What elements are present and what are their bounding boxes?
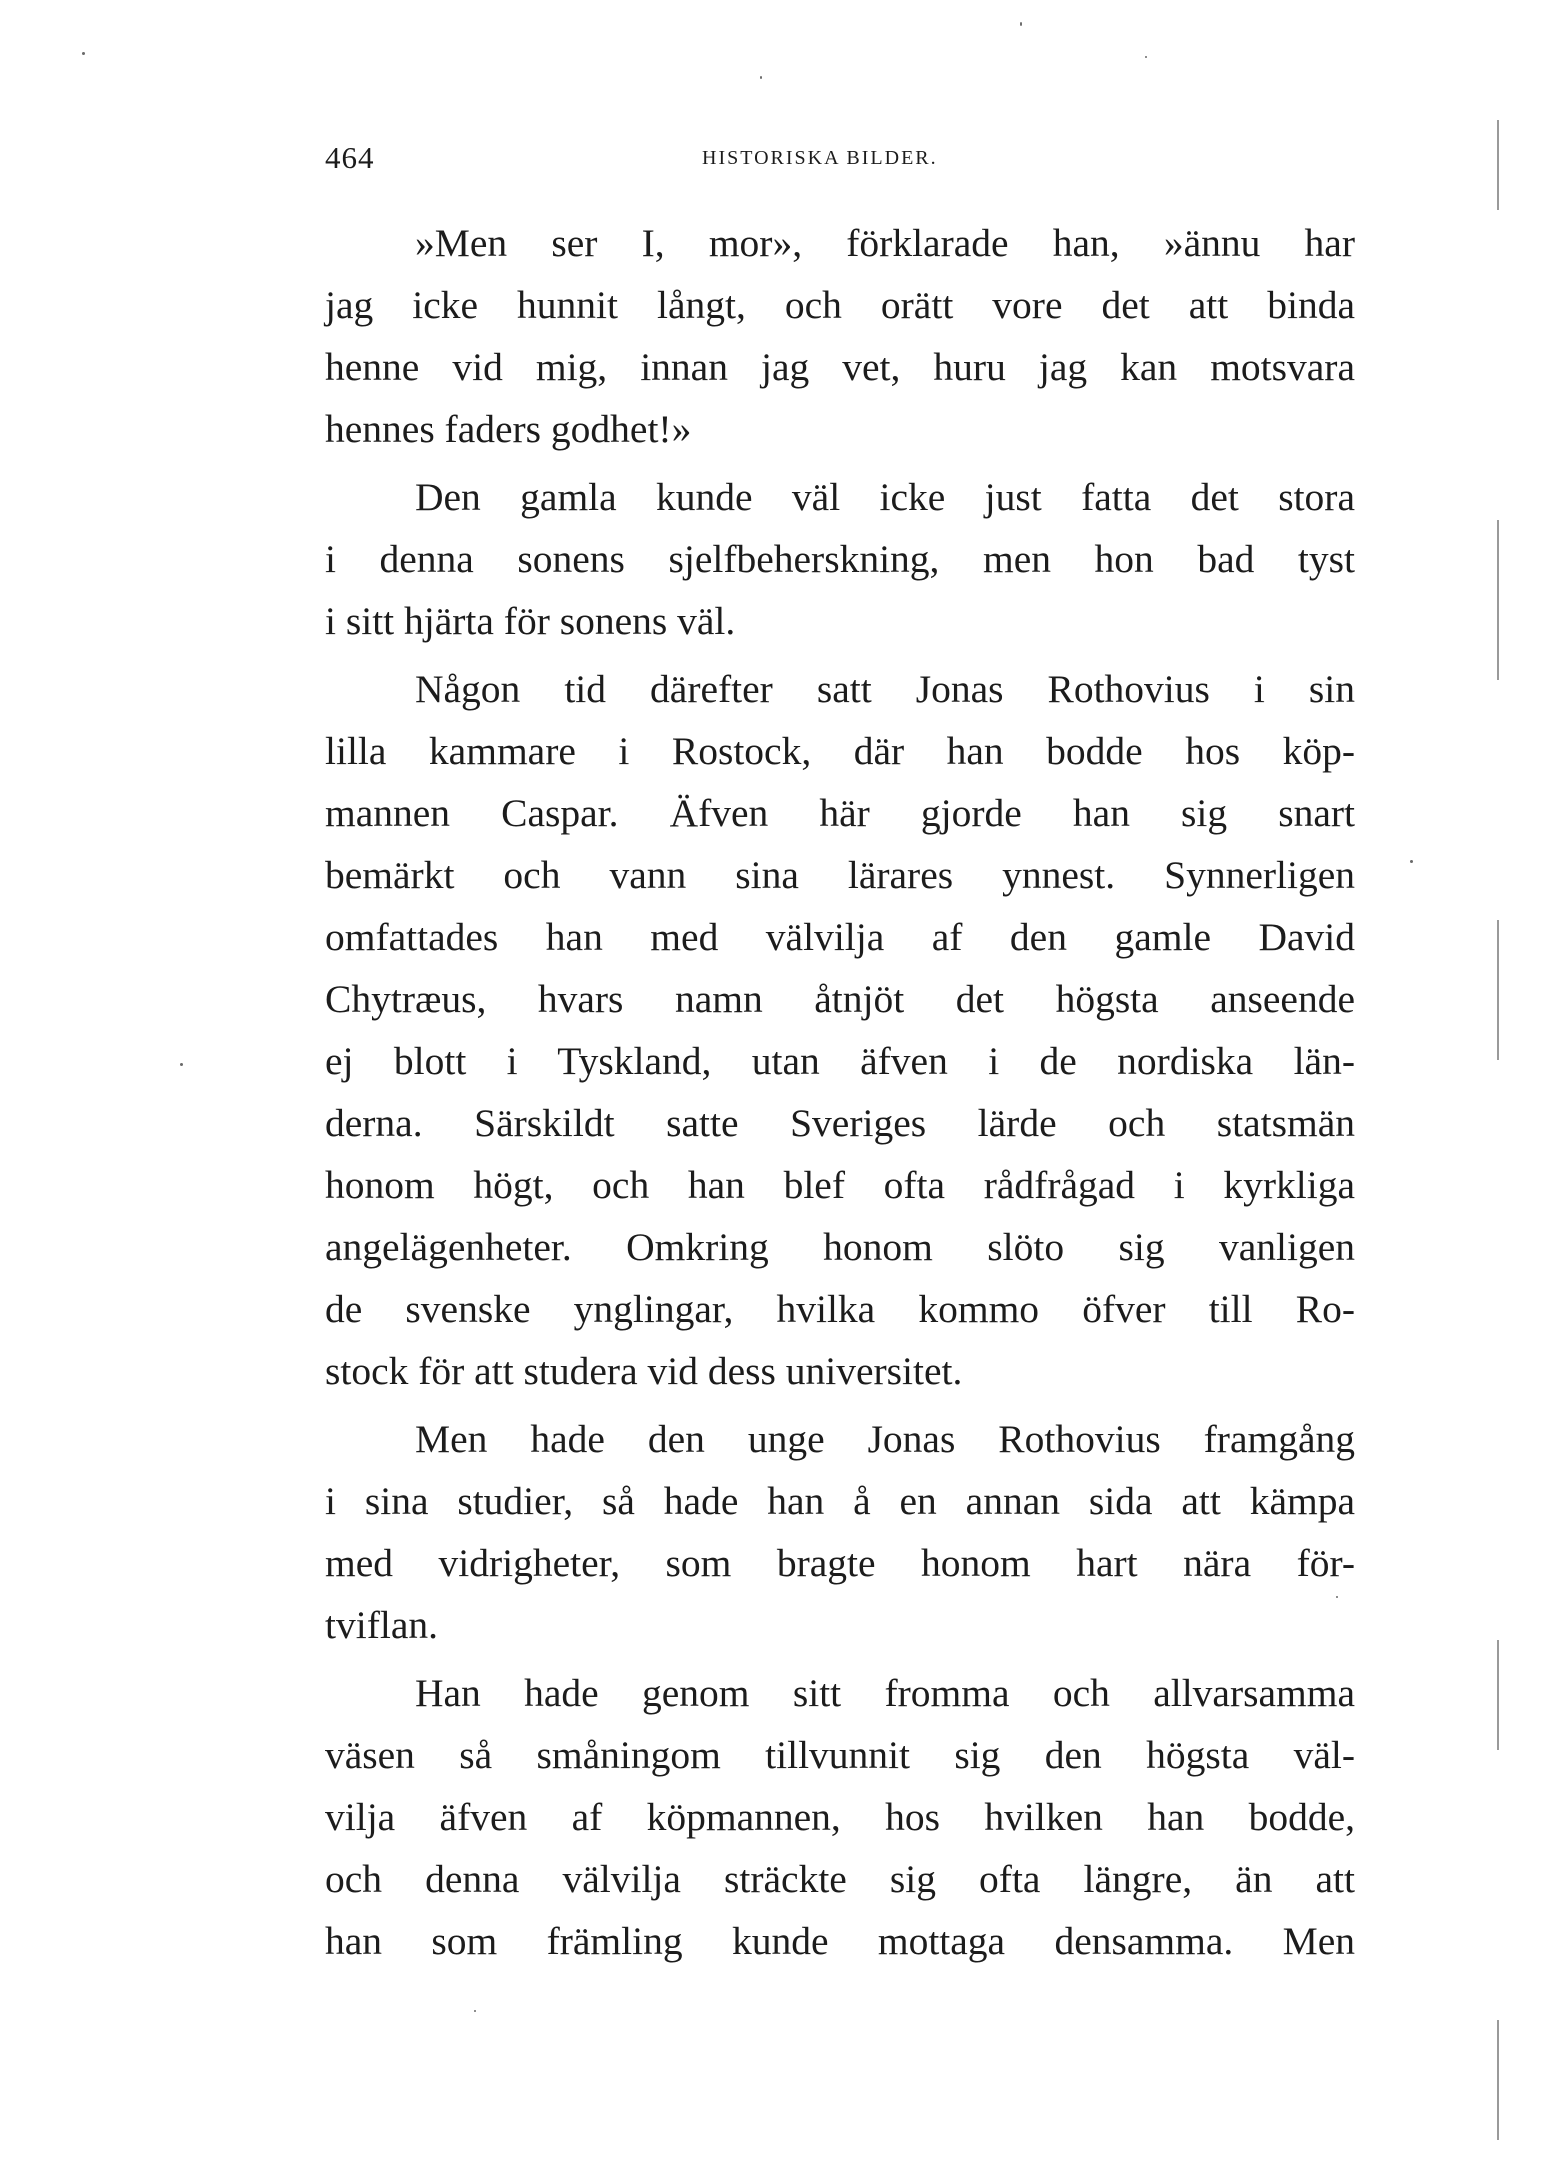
text-line: i sina studier, så hade han å en annan sida att kämpa: [325, 1479, 1355, 1523]
text-line: Men hade den unge Jonas Rothovius framgång: [415, 1417, 1355, 1461]
scan-speck: [1336, 1596, 1338, 1598]
text-line: »Men ser I, mor», förklarade han, »ännu har: [415, 221, 1355, 265]
text-line: angelägenheter. Omkring honom slöto sig vanligen: [325, 1225, 1355, 1269]
text-line: Den gamla kunde väl icke just fatta det stora: [415, 475, 1355, 519]
scan-edge-line: [1497, 1640, 1499, 1750]
scan-speck: [82, 52, 85, 55]
scan-edge-line: [1497, 120, 1499, 210]
scan-speck: [474, 2010, 476, 2012]
running-head: [325, 140, 1355, 180]
scan-speck: [1020, 22, 1022, 26]
text-line: med vidrigheter, som bragte honom hart nära för-: [325, 1541, 1355, 1585]
text-line: tviflan.: [325, 1603, 438, 1647]
text-line: henne vid mig, innan jag vet, huru jag kan motsvara: [325, 345, 1355, 389]
text-line: Chytræus, hvars namn åtnjöt det högsta anseende: [325, 977, 1355, 1021]
text-line: i sitt hjärta för sonens väl.: [325, 599, 736, 643]
text-line: de svenske ynglingar, hvilka kommo öfver till Ro-: [325, 1287, 1355, 1331]
paragraph: [325, 466, 1355, 652]
scan-speck: [180, 1063, 183, 1066]
scan-edge-line: [1497, 520, 1499, 680]
paragraph: [325, 658, 1355, 1402]
text-line: mannen Caspar. Äfven här gjorde han sig snart: [325, 791, 1355, 835]
text-line: derna. Särskildt satte Sveriges lärde och statsmän: [325, 1101, 1355, 1145]
text-line: jag icke hunnit långt, och orätt vore det att binda: [325, 283, 1355, 327]
paragraph: [325, 212, 1355, 460]
scan-edge-line: [1497, 920, 1499, 1060]
text-line: Han hade genom sitt fromma och allvarsamma: [415, 1671, 1355, 1715]
text-line: i denna sonens sjelfbeherskning, men hon bad tyst: [325, 537, 1355, 581]
scan-speck: [1145, 56, 1147, 58]
text-line: väsen så småningom tillvunnit sig den högsta väl-: [325, 1733, 1355, 1777]
text-line: ej blott i Tyskland, utan äfven i de nordiska län-: [325, 1039, 1355, 1083]
text-line: vilja äfven af köpmannen, hos hvilken han bodde,: [325, 1795, 1355, 1839]
text-line: och denna välvilja sträckte sig ofta längre, än att: [325, 1857, 1355, 1901]
scan-speck: [1410, 860, 1413, 863]
scan-edge-line: [1497, 2020, 1499, 2140]
text-line: omfattades han med välvilja af den gamle David: [325, 915, 1355, 959]
text-line: lilla kammare i Rostock, där han bodde hos köp-: [325, 729, 1355, 773]
paragraph: [325, 1408, 1355, 1656]
paragraph: [325, 1662, 1355, 1972]
text-line: honom högt, och han blef ofta rådfrågad i kyrkliga: [325, 1163, 1355, 1207]
text-line: stock för att studera vid dess universitet.: [325, 1349, 963, 1393]
page-number: 464: [325, 140, 375, 175]
text-line: han som främling kunde mottaga densamma. Men: [325, 1919, 1355, 1963]
text-line: hennes faders godhet!»: [325, 407, 692, 451]
body-text: [325, 212, 1355, 1972]
scan-speck: [760, 76, 762, 79]
text-line: Någon tid därefter satt Jonas Rothovius i sin: [415, 667, 1355, 711]
running-title: HISTORISKA BILDER.: [702, 147, 938, 169]
text-line: bemärkt och vann sina lärares ynnest. Synnerligen: [325, 853, 1355, 897]
